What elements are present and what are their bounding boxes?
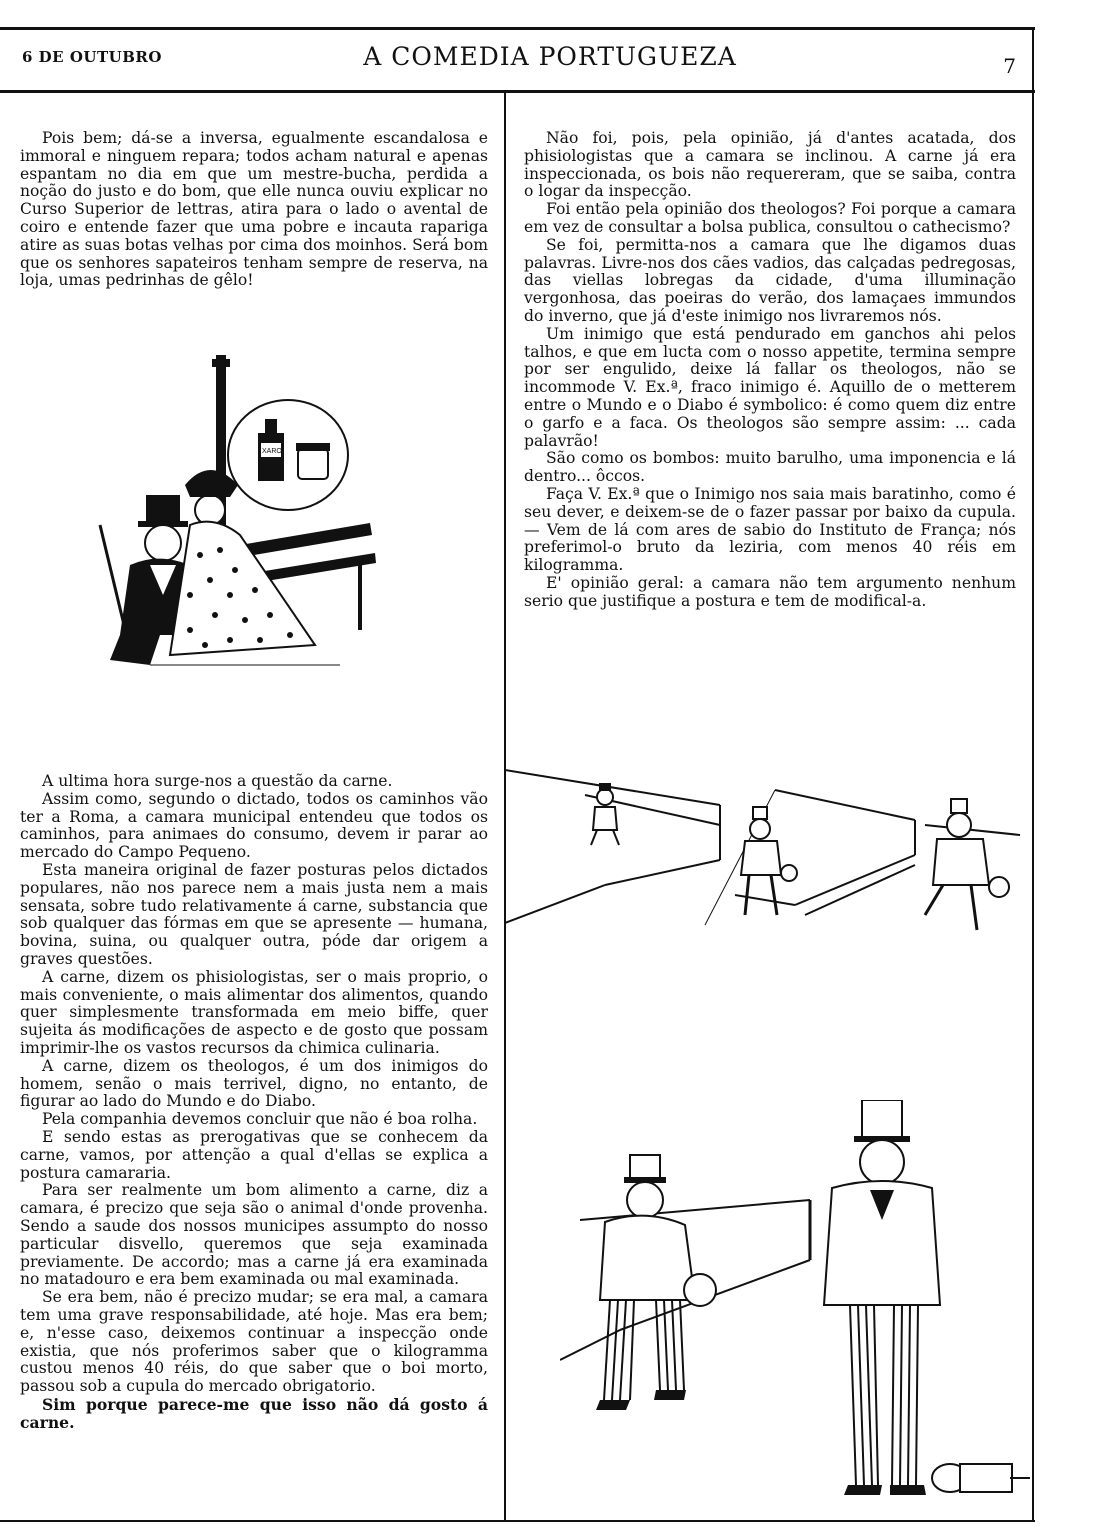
article-paragraph: Se era bem, não é precizo mudar; se era mal, a camara tem uma grave responsabilidade, até hoje. Mas era bem; e, n'esse caso, deixemos continuar a inspecção onde existia, que nós proferimos saber que o kilogramma custou menos 40 réis, do que saber que o boi morto, passou sob a cupula do mercado obrigatorio.	[20, 1288, 488, 1396]
article-paragraph: Esta maneira original de fazer posturas pelos dictados populares, não nos parece nem a mais justa nem a mais sensata, sobre tudo relativamente á carne, substancia que sob qualquer das fórmas em que se apresente — humana, bovina, suina, ou qualquer outra, póde dar origem a graves questões.	[20, 860, 488, 968]
left-column-top-article	[20, 130, 488, 290]
article-paragraph: Assim como, segundo o dictado, todos os caminhos vão ter a Roma, a camara municipal entendeu que todos os caminhos, para animaes do consumo, devem ir parar ao mercado do Campo Pequeno.	[20, 789, 488, 862]
header-top-rule	[0, 27, 1035, 30]
article-paragraph: A carne, dizem os theologos, é um dos inimigos do homem, senão o mais terrivel, digno, no entanto, de figurar ao lado do Mundo e do Diabo.	[20, 1056, 488, 1111]
article-paragraph: E' opinião geral: a camara não tem argumento nenhum serio que justifique a postura e tem de modifical-a.	[524, 573, 1016, 610]
bottom-frame-rule	[0, 1520, 1035, 1522]
article-paragraph: Faça V. Ex.ª que o Inimigo nos saia mais baratinho, como é seu dever, e deixem-se de o fazer passar por baixo da cupula. — Vem de lá com ares de sabio do Instituto de França; nós preferimol-o bruto da leziria, com menos 40 réis em kilogramma.	[524, 484, 1016, 575]
bottle-label-text: XARO	[262, 448, 282, 455]
article-paragraph: Para ser realmente um bom alimento a carne, diz a camara, é precizo que seja são o animal d'onde provenha. Sendo a saude dos nossos municipes assumpto do nosso particular disvello, queremos que seja examinada previamente. De accordo; mas a carne já era examinada no matadouro e era bem examinada ou mal examinada.	[20, 1181, 488, 1289]
two-men-illustration	[560, 1100, 1030, 1505]
article-paragraph: Pois bem; dá-se a inversa, egualmente escandalosa e immoral e ninguem repara; todos acham natural e apenas espantam no dia em que um mestre-bucha, perdida a noção do justo e do bom, que elle nunca ouviu explicar no Curso Superior de lettras, atira para o lado o avental de coiro e entende fazer que uma pobre e incauta rapariga atire as suas botas velhas por cima dos moinhos. Será bom que os senhores sapateiros tenham sempre de reserva, na loja, umas pedrinhas de gêlo!	[20, 129, 488, 290]
left-column-article	[20, 773, 488, 1431]
article-paragraph: A carne, dizem os phisiologistas, ser o mais proprio, o mais conveniente, o mais alimentar dos alimentos, quando quer simplesmente transformada em meio biffe, quer sujeita ás modificações de aspecto e de gosto que possam imprimir-lhe os vastos recursos da chimica culinaria.	[20, 967, 488, 1057]
article-paragraph: Se foi, permitta-nos a camara que lhe digamos duas palavras. Livre-nos dos cães vadios, das calçadas pedregosas, das viellas lobregas da cidade, d'uma illuminação vergonhosa, das poeiras do verão, dos lamaçaes immundos do inverno, que já d'este inimigo nos livraremos nós.	[524, 235, 1016, 325]
masthead-title: A COMEDIA PORTUGUEZA	[363, 42, 737, 71]
article-paragraph: Foi então pela opinião dos theologos? Foi porque a camara em vez de consultar a bolsa publica, consultou o cathecismo?	[524, 200, 1016, 236]
article-paragraph: E sendo estas as prerogativas que se conhecem da carne, vamos, por attenção a qual d'ellas se explica a postura camararia.	[20, 1127, 488, 1182]
couple-on-bench-illustration	[90, 345, 400, 685]
article-paragraph: Um inimigo que está pendurado em ganchos ahi pelos talhos, e que em lucta com o nosso appetite, termina sempre por ser engulido, deixe lá fallar os theologos, não se incommode V. Ex.ª, fraco inimigo é. Aquillo de o metterem entre o Mundo e o Diabo é symbolico: é como quem diz entre o garfo e a faca. Os theologos são sempre assim: ... cada palavrão!	[524, 324, 1016, 450]
page-number: 7	[1003, 54, 1016, 78]
header-date: 6 DE OUTUBRO	[22, 48, 162, 66]
article-paragraph: São como os bombos: muito barulho, uma imponencia e lá dentro... ôccos.	[524, 449, 1016, 486]
article-paragraph: Sim porque parece-me que isso não dá gosto á carne.	[20, 1394, 488, 1432]
article-paragraph: Não foi, pois, pela opinião, já d'antes acatada, dos phisiologistas que a camara se inclinou. A carne já era inspeccionada, os bois não requereram, que se saiba, contra o logar da inspecção.	[524, 129, 1016, 201]
header-bottom-rule	[0, 90, 1035, 93]
tunnel-sequence-illustration	[505, 755, 1030, 945]
article-paragraph: Pela companhia devemos concluir que não é boa rolha.	[42, 1110, 478, 1129]
right-frame-rule	[1032, 27, 1034, 1522]
right-column-article	[524, 130, 1016, 611]
article-paragraph: A ultima hora surge-nos a questão da carne.	[42, 772, 393, 790]
